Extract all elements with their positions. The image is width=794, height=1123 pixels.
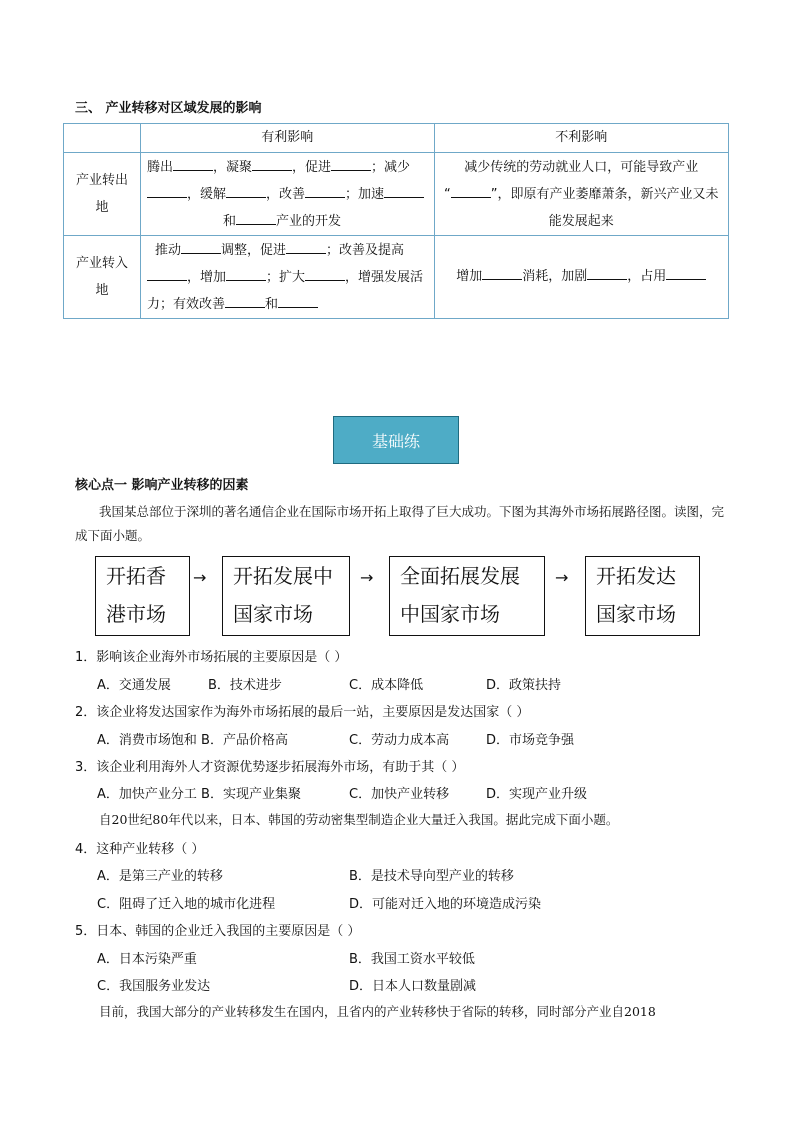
question-1: 1．影响该企业海外市场拓展的主要原因是（ ）: [75, 650, 348, 665]
q4-option-b: B．是技术导向型产业的转移: [349, 869, 514, 884]
table-corner: [64, 124, 141, 153]
intro-text-2: 自20世纪80年代以来，日本、韩国的劳动密集型制造企业大量迁入我国。据此完成下面小题。: [99, 812, 619, 827]
q2-option-c: C．劳动力成本高: [349, 733, 450, 748]
intro-text-1: 我国某总部位于深圳的著名通信企业在国际市场开拓上取得了巨大成功。下图为其海外市场拓展路径图。读图，完成下面小题。: [75, 504, 725, 543]
q1-option-b: B．技术进步: [208, 678, 282, 693]
question-5: 5．日本、韩国的企业迁入我国的主要原因是（ ）: [75, 924, 361, 939]
q5-option-d: D．日本人口数量剧减: [349, 979, 477, 994]
q3-option-c: C．加快产业转移: [349, 787, 450, 802]
q4-option-d: D．可能对迁入地的环境造成污染: [349, 897, 542, 912]
cell-out-adverse: 减少传统的劳动就业人口，可能导致产业 “ ”，即原有产业萎靡萧条，新兴产业又未能发展起来: [434, 153, 728, 236]
flow-arrow-2: →: [360, 568, 374, 587]
q2-option-ab: A．消费市场饱和 B．产品价格高: [97, 733, 288, 748]
q5-option-b: B．我国工资水平较低: [349, 952, 475, 967]
cell-out-beneficial: 腾出 ，凝聚 ，促进 ；减少 ，缓解 ，改善 ；加速 和 产业的开发: [140, 153, 434, 236]
cell-in-adverse: 增加 消耗，加剧 ，占用: [434, 236, 728, 319]
section-title: 三、 产业转移对区域发展的影响: [75, 101, 262, 116]
core-point-title: 核心点一 影响产业转移的因素: [75, 478, 249, 493]
intro-text-3: 目前，我国大部分的产业转移发生在国内，且省内的产业转移快于省际的转移，同时部分产业自2018: [99, 1004, 656, 1019]
q5-option-a: A．日本污染严重: [97, 952, 197, 967]
row-label-out: 产业转出地: [64, 153, 141, 236]
question-2: 2．该企业将发达国家作为海外市场拓展的最后一站，主要原因是发达国家（ ）: [75, 705, 530, 720]
header-beneficial: 有利影响: [140, 124, 434, 153]
flow-step-2: 开拓发展中国家市场: [222, 556, 350, 636]
q4-option-c: C．阻碍了迁入地的城市化进程: [97, 897, 276, 912]
cell-in-beneficial: 推动 调整，促进 ；改善及提高 ，增加 ；扩大 ，增强发展活力；有效改善 和: [140, 236, 434, 319]
q2-option-d: D．市场竞争强: [486, 733, 575, 748]
q1-option-c: C．成本降低: [349, 678, 424, 693]
q3-option-ab: A．加快产业分工 B．实现产业集聚: [97, 787, 301, 802]
question-4: 4．这种产业转移（ ）: [75, 842, 205, 857]
header-adverse: 不利影响: [434, 124, 728, 153]
q1-option-d: D．政策扶持: [486, 678, 562, 693]
flow-arrow-1: →: [193, 568, 207, 587]
flow-step-3: 全面拓展发展中国家市场: [389, 556, 545, 636]
basic-practice-banner: 基础练: [333, 416, 459, 464]
flow-step-4: 开拓发达国家市场: [585, 556, 700, 636]
question-3: 3．该企业利用海外人才资源优势逐步拓展海外市场，有助于其（ ）: [75, 760, 465, 775]
q4-option-a: A．是第三产业的转移: [97, 869, 223, 884]
row-label-in: 产业转入地: [64, 236, 141, 319]
impact-table: [63, 123, 729, 319]
q1-option-a: A．交通发展: [97, 678, 171, 693]
flow-arrow-3: →: [555, 568, 569, 587]
q3-option-d: D．实现产业升级: [486, 787, 588, 802]
flow-step-1: 开拓香港市场: [95, 556, 190, 636]
q5-option-c: C．我国服务业发达: [97, 979, 211, 994]
